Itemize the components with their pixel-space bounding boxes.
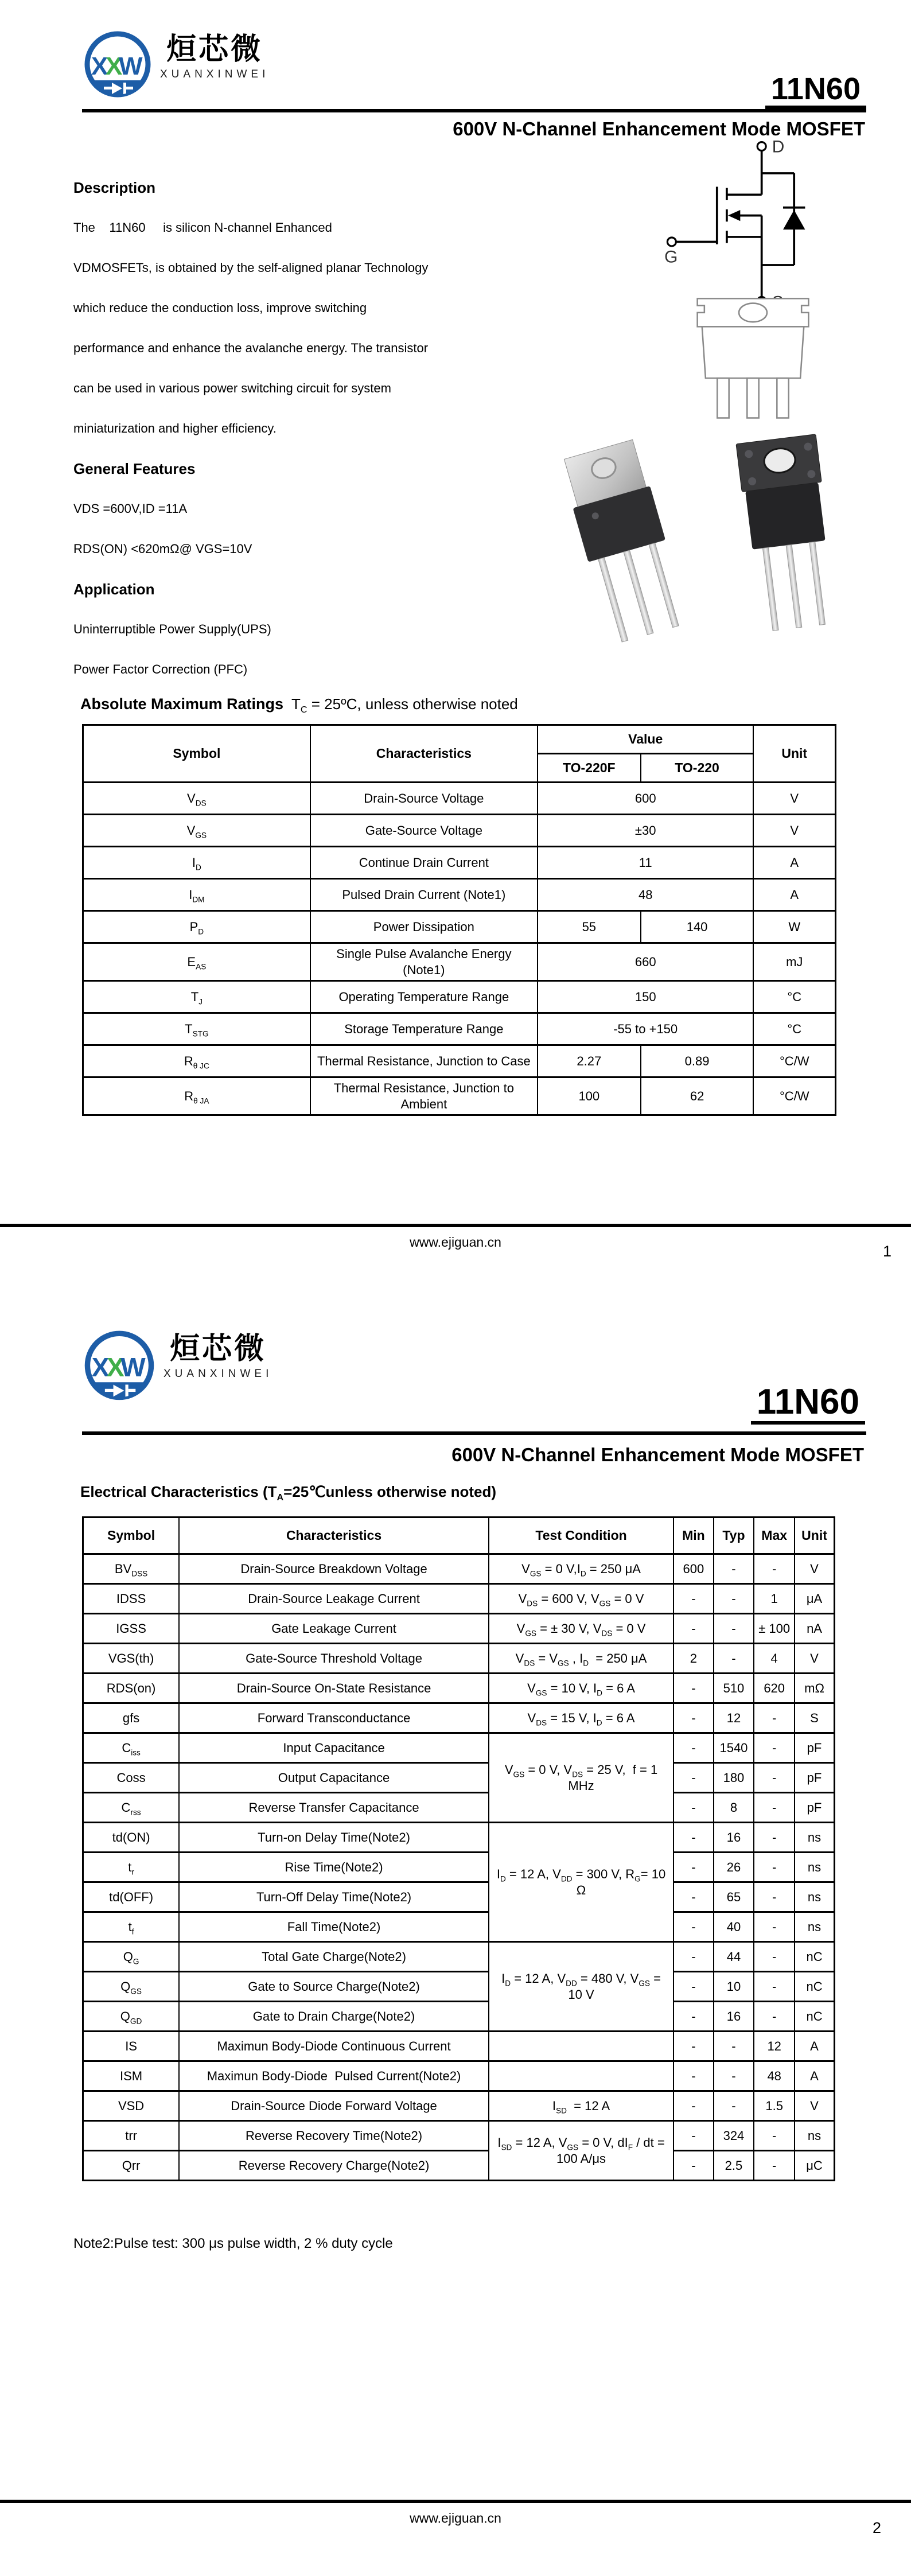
cell: Single Pulse Avalanche Energy (Note1) <box>310 943 538 981</box>
cell: 600 <box>673 1554 713 1584</box>
header-cell: Symbol <box>83 1517 180 1554</box>
cell: °C/W <box>753 1077 835 1115</box>
header-cell: Value <box>538 725 754 754</box>
company-logo <box>82 1329 272 1404</box>
cell: °C <box>753 1013 835 1045</box>
cell: ns <box>795 1912 834 1942</box>
table-row <box>83 1853 835 1882</box>
header-rule <box>82 1431 866 1435</box>
cell: $V_{GS}$ = ± 30 V, $V_{DS} = 0$ V <box>489 1614 673 1644</box>
cell: nA <box>795 1614 834 1644</box>
table-row <box>83 1554 835 1584</box>
cell: mJ <box>753 943 835 981</box>
table-row <box>83 1614 835 1644</box>
cell: W <box>753 911 835 943</box>
cell: $Q_G$ <box>83 1942 180 1972</box>
cell: Reverse Recovery Charge(Note2) <box>179 2151 489 2181</box>
header-rule <box>82 109 866 112</box>
cell: - <box>714 2091 754 2121</box>
cell: - <box>673 1614 713 1644</box>
cell: Gate-Source Threshold Voltage <box>179 1644 489 1674</box>
cell: Thermal Resistance, Junction to Case <box>310 1045 538 1077</box>
table-row <box>83 1763 835 1793</box>
cell: 11 <box>538 847 754 879</box>
header-cell: Unit <box>795 1517 834 1554</box>
cell: 65 <box>714 1882 754 1912</box>
cell: - <box>754 1703 795 1733</box>
page-number: 2 <box>872 2519 881 2536</box>
cell: Fall Time(Note2) <box>179 1912 489 1942</box>
logo-mark-icon <box>82 1329 157 1404</box>
cell: $R_{\theta JA}$ <box>83 1077 310 1115</box>
cell: $Q_{GS}$ <box>83 1972 180 2002</box>
cell: °C <box>753 981 835 1013</box>
cell: Reverse Recovery Time(Note2) <box>179 2121 489 2151</box>
table-row <box>83 1644 835 1674</box>
cell: Drain-Source Breakdown Voltage <box>179 1554 489 1584</box>
cell: A <box>795 2061 834 2091</box>
cell: 2 <box>673 1644 713 1674</box>
cell: - <box>754 2121 795 2151</box>
cell: 1540 <box>714 1733 754 1763</box>
footer-url: www.ejiguan.cn <box>410 1235 501 1250</box>
cell: pF <box>795 1733 834 1763</box>
cell: - <box>754 1942 795 1972</box>
cell: Total Gate Charge(Note2) <box>179 1942 489 1972</box>
cell: $V_{GS} = 10$ V, $I_D = 6$ A <box>489 1674 673 1703</box>
absmax-heading-bold: Absolute Maximum Ratings <box>80 695 284 713</box>
cell: V <box>795 1644 834 1674</box>
gate-arrow <box>728 210 740 221</box>
table-row <box>83 1942 835 1972</box>
cell: td(OFF) <box>83 1882 180 1912</box>
cell: 26 <box>714 1853 754 1882</box>
general-features-heading: General Features <box>73 460 196 477</box>
electrical-characteristics-table <box>82 1516 835 2181</box>
cell: - <box>673 1972 713 2002</box>
table-row <box>83 2061 835 2091</box>
absmax-heading-condition: $T_C$ = 25ºC, unless otherwise noted <box>283 695 518 715</box>
cell: 140 <box>641 911 754 943</box>
cell: ns <box>795 1823 834 1853</box>
cell: - <box>754 1972 795 2002</box>
cell: - <box>714 1614 754 1644</box>
table-row <box>83 2091 835 2121</box>
cell: 600 <box>538 783 754 815</box>
cell: nC <box>795 1972 834 2002</box>
cell: 4 <box>754 1644 795 1674</box>
table-row <box>83 1823 835 1853</box>
cell: $V_{GS} = 0$ V, $V_{DS} = 25$ V, f = 1 MHz <box>489 1733 673 1823</box>
description-line: miniaturization and higher efficiency. <box>73 421 277 435</box>
cell: 1 <box>754 1584 795 1614</box>
cell: nC <box>795 1942 834 1972</box>
cell: - <box>673 1763 713 1793</box>
cell: Drain-Source Voltage <box>310 783 538 815</box>
header-cell: TO-220 <box>641 754 754 783</box>
cell: - <box>754 1763 795 1793</box>
cell: - <box>714 1644 754 1674</box>
cell: - <box>673 2151 713 2181</box>
cell: $V_{DS} = 600$ V, $V_{GS} = 0$ V <box>489 1584 673 1614</box>
body-diode <box>783 210 805 229</box>
table-row <box>83 2002 835 2032</box>
cell: - <box>754 1733 795 1763</box>
cell: mΩ <box>795 1674 834 1703</box>
svg-text:X: X <box>106 52 123 80</box>
cell: RDS(on) <box>83 1674 180 1703</box>
absolute-maximum-ratings-heading <box>80 695 518 713</box>
header-cell: TO-220F <box>538 754 641 783</box>
table-row <box>83 1674 835 1703</box>
header-cell: Characteristics <box>310 725 538 783</box>
cell: gfs <box>83 1703 180 1733</box>
cell: $t_r$ <box>83 1853 180 1882</box>
datasheet-page-2 <box>0 1288 911 2576</box>
table-row <box>83 911 836 943</box>
package-photo-to220f <box>724 429 850 639</box>
table-row <box>83 1793 835 1823</box>
cell: A <box>753 847 835 879</box>
description-line: which reduce the conduction loss, improve switching <box>73 301 367 315</box>
cell: Continue Drain Current <box>310 847 538 879</box>
cell: V <box>795 1554 834 1584</box>
cell: 55 <box>538 911 641 943</box>
cell: Storage Temperature Range <box>310 1013 538 1045</box>
header-cell: Typ <box>714 1517 754 1554</box>
company-name-en: XUANXINWEI <box>163 1368 273 1380</box>
cell: 660 <box>538 943 754 981</box>
cell: $T_J$ <box>83 981 310 1013</box>
table-row <box>83 1912 835 1942</box>
table-row <box>83 2032 835 2061</box>
cell: 12 <box>714 1703 754 1733</box>
cell: Qrr <box>83 2151 180 2181</box>
cell: $V_{GS} = 0$ $V,I_D = 250$ μA <box>489 1554 673 1584</box>
cell: - <box>673 2002 713 2032</box>
table-row <box>83 1733 835 1763</box>
part-number-title: 11N60 <box>765 73 866 109</box>
page-number: 1 <box>882 1243 891 1260</box>
cell: - <box>754 1554 795 1584</box>
cell: 324 <box>714 2121 754 2151</box>
cell: - <box>673 2061 713 2091</box>
cell: 180 <box>714 1763 754 1793</box>
table-row <box>83 1584 835 1614</box>
cell: 48 <box>754 2061 795 2091</box>
feature-line: VDS =600V,ID =11A <box>73 501 188 516</box>
cell: Reverse Transfer Capacitance <box>179 1793 489 1823</box>
table-row <box>83 1882 835 1912</box>
cell: 16 <box>714 2002 754 2032</box>
absolute-maximum-ratings-table-wrap <box>82 724 836 1116</box>
cell: - <box>673 1823 713 1853</box>
description-line: performance and enhance the avalanche energy. The transistor <box>73 341 429 355</box>
cell: $BV_{DSS}$ <box>83 1554 180 1584</box>
footer-rule <box>0 1224 911 1227</box>
cell: Turn-on Delay Time(Note2) <box>179 1823 489 1853</box>
footer-rule <box>0 2500 911 2503</box>
cell: Gate-Source Voltage <box>310 815 538 847</box>
cell: - <box>754 1853 795 1882</box>
cell: μC <box>795 2151 834 2181</box>
cell: 10 <box>714 1972 754 2002</box>
cell: $I_D = 12$ A, $V_{DD} = 300$ V, $R_G= 10$ Ω <box>489 1823 673 1942</box>
table-row <box>83 2151 835 2181</box>
cell: $V_{DS} = 15$ V, $I_D = 6$ A <box>489 1703 673 1733</box>
cell: Power Dissipation <box>310 911 538 943</box>
svg-text:X: X <box>106 1352 124 1382</box>
cell: 62 <box>641 1077 754 1115</box>
electrical-characteristics-table-wrap <box>82 1516 835 2181</box>
cell: $P_D$ <box>83 911 310 943</box>
svg-text:X: X <box>91 52 108 80</box>
cell: Maximun Body-Diode Pulsed Current(Note2) <box>179 2061 489 2091</box>
cell: - <box>673 1912 713 1942</box>
cell: Output Capacitance <box>179 1763 489 1793</box>
table-row <box>83 1045 836 1077</box>
cell: td(ON) <box>83 1823 180 1853</box>
cell: - <box>754 1882 795 1912</box>
cell: ns <box>795 2121 834 2151</box>
table-row <box>83 981 836 1013</box>
table-row <box>83 879 836 911</box>
cell: $I_{DM}$ <box>83 879 310 911</box>
table-row <box>83 1703 835 1733</box>
table-row <box>83 1972 835 2002</box>
cell: $t_f$ <box>83 1912 180 1942</box>
table-row <box>83 847 836 879</box>
cell: VSD <box>83 2091 180 2121</box>
cell: -55 to +150 <box>538 1013 754 1045</box>
cell: Drain-Source Diode Forward Voltage <box>179 2091 489 2121</box>
company-name-en: XUANXINWEI <box>160 68 270 81</box>
cell: Turn-Off Delay Time(Note2) <box>179 1882 489 1912</box>
header-cell: Min <box>673 1517 713 1554</box>
table-row <box>83 783 836 815</box>
page-subtitle: 600V N-Channel Enhancement Mode MOSFET <box>453 118 865 139</box>
cell: ns <box>795 1882 834 1912</box>
logo-text <box>163 1333 272 1380</box>
cell: 0.89 <box>641 1045 754 1077</box>
cell: V <box>753 783 835 815</box>
cell: nC <box>795 2002 834 2032</box>
mosfet-symbol-drawing <box>622 137 852 320</box>
cell: A <box>795 2032 834 2061</box>
electrical-characteristics-heading: Electrical Characteristics ($T_A=25℃unless$ otherwise noted) <box>80 1483 497 1503</box>
cell: IDSS <box>83 1584 180 1614</box>
cell: - <box>714 2061 754 2091</box>
description-heading: Description <box>73 178 156 196</box>
table-row <box>83 815 836 847</box>
cell: Maximun Body-Diode Continuous Current <box>179 2032 489 2061</box>
cell: pF <box>795 1793 834 1823</box>
part-number-title: 11N60 <box>751 1384 865 1425</box>
cell: - <box>714 1584 754 1614</box>
cell: 40 <box>714 1912 754 1942</box>
cell: 12 <box>754 2032 795 2061</box>
cell: $I_D = 12$ A, $V_{DD} = 480$ V, $V_{GS} = 10$ V <box>489 1942 673 2032</box>
gate-label: G <box>664 247 678 267</box>
cell: - <box>673 2121 713 2151</box>
application-line: Uninterruptible Power Supply(UPS) <box>73 622 271 636</box>
cell: $V_{DS} = V_{GS}$ , $I_D = 250$ μA <box>489 1644 673 1674</box>
cell: S <box>795 1703 834 1733</box>
cell: Operating Temperature Range <box>310 981 538 1013</box>
cell: $C_{rss}$ <box>83 1793 180 1823</box>
feature-line: RDS(ON) <620mΩ@ VGS=10V <box>73 542 252 556</box>
header-cell: Max <box>754 1517 795 1554</box>
logo-text <box>160 33 269 81</box>
cell: - <box>754 2151 795 2181</box>
cell: $E_{AS}$ <box>83 943 310 981</box>
footer-url: www.ejiguan.cn <box>410 2511 501 2526</box>
cell: - <box>714 2032 754 2061</box>
header-cell: Characteristics <box>179 1517 489 1554</box>
note2-text: Note2:Pulse test: 300 μs pulse width, 2 % duty cycle <box>73 2236 393 2251</box>
cell: $V_{GS}$ <box>83 815 310 847</box>
cell: 2.5 <box>714 2151 754 2181</box>
cell: 16 <box>714 1823 754 1853</box>
cell: ± 100 <box>754 1614 795 1644</box>
cell: V <box>795 2091 834 2121</box>
table-row <box>83 725 836 754</box>
cell: Drain-Source On-State Resistance <box>179 1674 489 1703</box>
cell: - <box>673 1853 713 1882</box>
package-outline-drawing <box>680 294 826 426</box>
cell: 100 <box>538 1077 641 1115</box>
cell: Input Capacitance <box>179 1733 489 1763</box>
cell: IGSS <box>83 1614 180 1644</box>
cell: ±30 <box>538 815 754 847</box>
cell: Gate Leakage Current <box>179 1614 489 1644</box>
cell: pF <box>795 1763 834 1793</box>
cell: Forward Transconductance <box>179 1703 489 1733</box>
cell: 8 <box>714 1793 754 1823</box>
application-heading: Application <box>73 580 155 598</box>
cell: $I_{SD} = 12$ A, $V_{GS} = 0$ V, $dI_F$ / dt = 100 A/μs <box>489 2121 673 2181</box>
svg-text:X: X <box>91 1352 110 1382</box>
cell: Rise Time(Note2) <box>179 1853 489 1882</box>
cell: - <box>673 1703 713 1733</box>
cell: - <box>754 2002 795 2032</box>
table-row <box>83 1517 835 1554</box>
absolute-maximum-ratings-table <box>82 724 836 1116</box>
cell: 2.27 <box>538 1045 641 1077</box>
table-row <box>83 2121 835 2151</box>
cell: Drain-Source Leakage Current <box>179 1584 489 1614</box>
cell: - <box>673 1793 713 1823</box>
cell: Pulsed Drain Current (Note1) <box>310 879 538 911</box>
cell: Gate to Drain Charge(Note2) <box>179 2002 489 2032</box>
drain-label: D <box>772 137 785 157</box>
cell: VGS(th) <box>83 1644 180 1674</box>
cell: $R_{\theta JC}$ <box>83 1045 310 1077</box>
cell: V <box>753 815 835 847</box>
cell: - <box>673 2091 713 2121</box>
cell: 1.5 <box>754 2091 795 2121</box>
cell: $I_{SD} = 12$ A <box>489 2091 673 2121</box>
header-cell: Test Condition <box>489 1517 673 1554</box>
cell <box>489 2032 673 2061</box>
cell: 150 <box>538 981 754 1013</box>
cell: Coss <box>83 1763 180 1793</box>
cell: - <box>673 1584 713 1614</box>
description-line: can be used in various power switching circuit for system <box>73 381 391 395</box>
cell: - <box>673 1674 713 1703</box>
cell: $T_{STG}$ <box>83 1013 310 1045</box>
cell: Thermal Resistance, Junction to Ambient <box>310 1077 538 1115</box>
cell: - <box>673 2032 713 2061</box>
logo-mark-icon <box>82 30 153 101</box>
cell: °C/W <box>753 1045 835 1077</box>
cell: - <box>673 1733 713 1763</box>
cell: - <box>673 1882 713 1912</box>
cell: 44 <box>714 1942 754 1972</box>
page-subtitle: 600V N-Channel Enhancement Mode MOSFET <box>451 1444 864 1465</box>
cell: IS <box>83 2032 180 2061</box>
table-row <box>83 1077 836 1115</box>
description-line: The 11N60 is silicon N-channel Enhanced <box>73 220 332 235</box>
cell: - <box>754 1793 795 1823</box>
cell: ns <box>795 1853 834 1882</box>
table-row <box>83 943 836 981</box>
cell: trr <box>83 2121 180 2151</box>
header-cell: Unit <box>753 725 835 783</box>
table-row <box>83 1013 836 1045</box>
company-logo <box>82 30 269 101</box>
cell: $Q_{GD}$ <box>83 2002 180 2032</box>
cell: Gate to Source Charge(Note2) <box>179 1972 489 2002</box>
left-text-column <box>73 168 550 690</box>
cell: $V_{DS}$ <box>83 783 310 815</box>
cell: - <box>673 1942 713 1972</box>
cell: 48 <box>538 879 754 911</box>
svg-text:W: W <box>120 1352 146 1382</box>
cell: $I_D$ <box>83 847 310 879</box>
application-line: Power Factor Correction (PFC) <box>73 662 248 676</box>
cell: - <box>754 1823 795 1853</box>
cell: μA <box>795 1584 834 1614</box>
cell: ISM <box>83 2061 180 2091</box>
cell: - <box>754 1912 795 1942</box>
company-name-cn: 烜芯微 <box>166 33 263 66</box>
cell: 620 <box>754 1674 795 1703</box>
header-cell: Symbol <box>83 725 310 783</box>
svg-text:W: W <box>119 52 143 80</box>
package-photo-to220 <box>555 436 687 654</box>
cell: - <box>714 1554 754 1584</box>
cell: A <box>753 879 835 911</box>
company-name-cn: 烜芯微 <box>170 1332 267 1365</box>
cell <box>489 2061 673 2091</box>
cell: 510 <box>714 1674 754 1703</box>
cell: $C_{iss}$ <box>83 1733 180 1763</box>
description-line: VDMOSFETs, is obtained by the self-aligned planar Technology <box>73 260 429 275</box>
